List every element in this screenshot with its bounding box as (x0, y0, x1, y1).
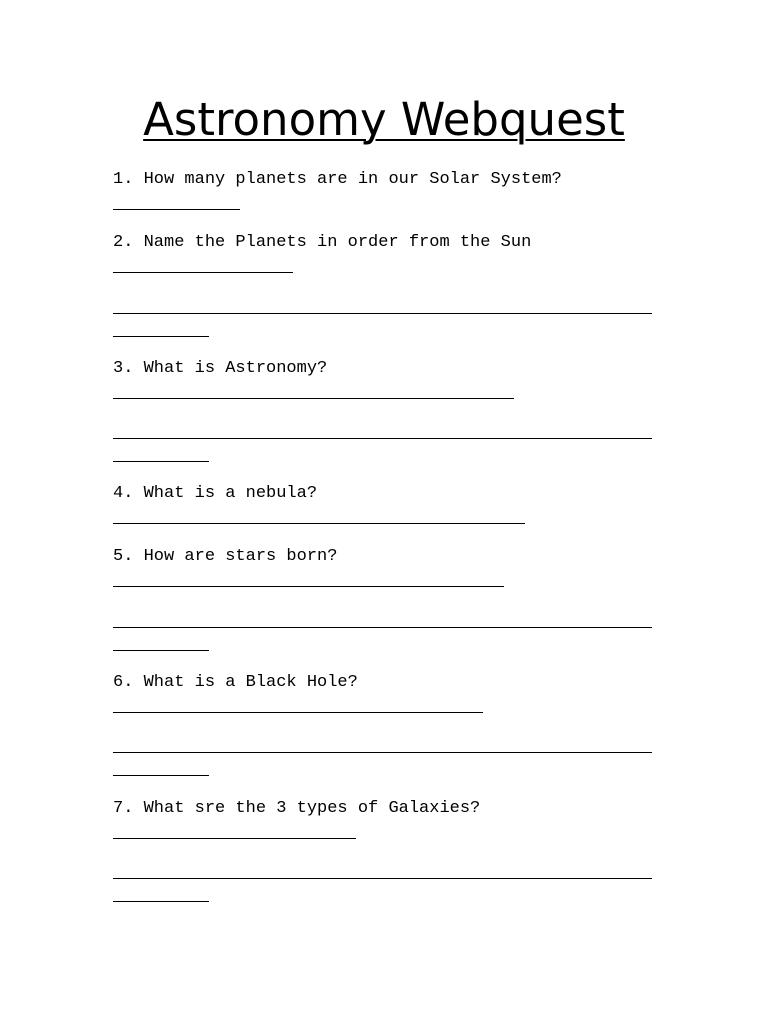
question-2: 2. Name the Planets in order from the Sun (113, 233, 532, 252)
question-5: 5. How are stars born? (113, 547, 338, 566)
page-title: Astronomy Webquest (143, 93, 625, 146)
answer-line-4a (113, 523, 525, 524)
answer-line-6a (113, 712, 483, 713)
answer-line-3b (113, 438, 652, 439)
answer-line-2c (113, 336, 209, 337)
question-4: 4. What is a nebula? (113, 484, 318, 503)
answer-line-5a (113, 586, 504, 587)
question-1: 1. How many planets are in our Solar System? (113, 170, 562, 189)
answer-line-2a (113, 272, 293, 273)
question-3: 3. What is Astronomy? (113, 359, 328, 378)
answer-line-7c (113, 901, 209, 902)
answer-line-7b (113, 878, 652, 879)
question-7: 7. What sre the 3 types of Galaxies? (113, 799, 481, 818)
answer-line-5c (113, 650, 209, 651)
answer-line-3c (113, 461, 209, 462)
answer-line-7a (113, 838, 356, 839)
answer-line-6b (113, 752, 652, 753)
answer-line-6c (113, 775, 209, 776)
answer-line-1a (113, 209, 240, 210)
answer-line-2b (113, 313, 652, 314)
answer-line-5b (113, 627, 652, 628)
question-6: 6. What is a Black Hole? (113, 673, 358, 692)
answer-line-3a (113, 398, 514, 399)
